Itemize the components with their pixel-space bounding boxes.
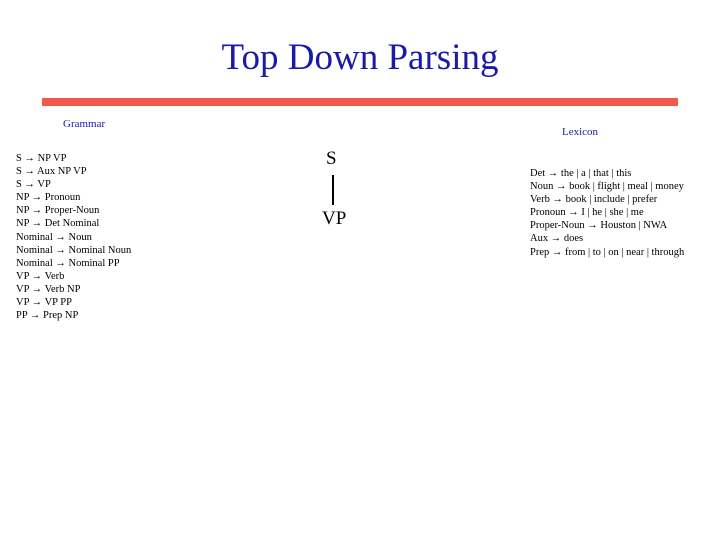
grammar-rule: Nominal → Noun (16, 231, 92, 243)
grammar-rule: S → VP (16, 179, 51, 191)
grammar-rule: VP → Verb (16, 270, 65, 282)
tree-child-node: VP (322, 208, 347, 229)
lexicon-heading: Lexicon (562, 126, 599, 138)
grammar-rule: S → Aux NP VP (16, 166, 87, 178)
lexicon-entry: Prep → from | to | on | near | through (530, 246, 685, 258)
grammar-rule: NP → Proper-Noun (16, 205, 100, 217)
lexicon-entry: Noun → book | flight | meal | money (530, 181, 684, 193)
grammar-rule: Nominal → Nominal PP (16, 257, 120, 269)
grammar-rule: PP → Prep NP (16, 310, 79, 322)
lexicon-entry: Det → the | a | that | this (530, 168, 632, 179)
lexicon-entry: Pronoun → I | he | she | me (530, 207, 644, 219)
lexicon-list (530, 167, 684, 259)
slide-title: Top Down Parsing (221, 37, 499, 78)
grammar-rule: VP → VP PP (16, 297, 72, 309)
grammar-rule: VP → Verb NP (16, 283, 81, 295)
grammar-rule: NP → Pronoun (16, 192, 81, 204)
lexicon-entry: Aux → does (530, 233, 584, 245)
grammar-heading: Grammar (63, 118, 106, 130)
lexicon-entry: Verb → book | include | prefer (530, 194, 658, 206)
grammar-rules-list (16, 152, 131, 322)
tree-edge (332, 175, 334, 205)
grammar-rule: Nominal → Nominal Noun (16, 244, 132, 256)
grammar-rule: S → NP VP (16, 153, 67, 164)
lexicon-entry: Proper-Noun → Houston | NWA (530, 220, 668, 232)
title-divider (42, 98, 678, 106)
grammar-rule: NP → Det Nominal (16, 218, 100, 230)
tree-root-node: S (326, 148, 337, 169)
